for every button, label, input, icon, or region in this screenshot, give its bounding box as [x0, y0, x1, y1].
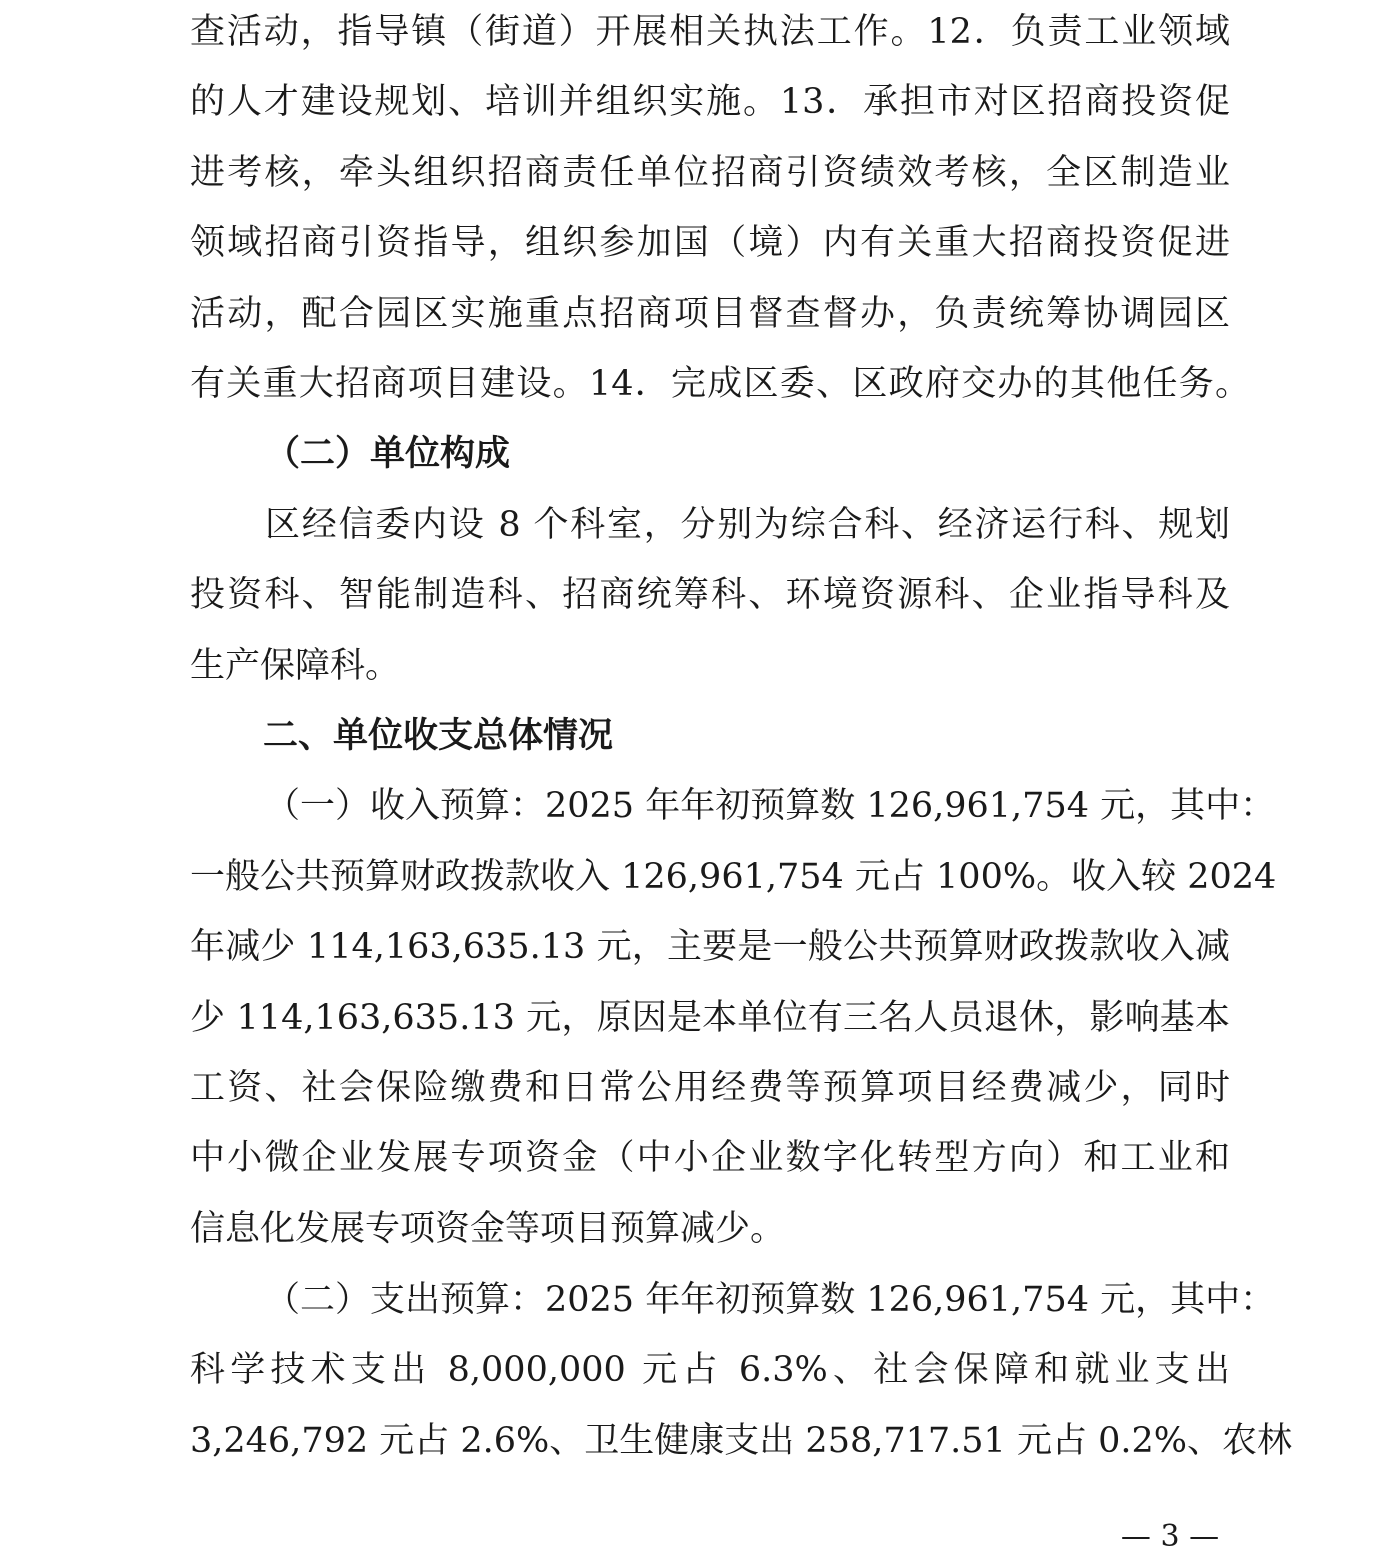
section-heading: 二、单位收支总体情况 — [263, 715, 614, 756]
body-text-line: 工资、社会保险缴费和日常公用经费等预算项目经费减少，同时 — [190, 1068, 1230, 1108]
subsection-heading: （二）单位构成 — [265, 433, 511, 474]
body-text-line: 生产保障科。 — [190, 646, 401, 686]
body-text-line: 信息化发展专项资金等项目预算减少。 — [190, 1209, 786, 1249]
body-text-line: 投资科、智能制造科、招商统筹科、环境资源科、企业指导科及 — [190, 575, 1230, 615]
body-text-line: 查活动，指导镇（街道）开展相关执法工作。12．负责工业领域 — [190, 12, 1230, 52]
body-text-line: （二）支出预算：2025 年年初预算数 126,961,754 元，其中： — [265, 1280, 1276, 1320]
body-text-line: 的人才建设规划、培训并组织实施。13．承担市对区招商投资促 — [190, 82, 1230, 122]
body-text-line: 3,246,792 元占 2.6%、卫生健康支出 258,717.51 元占 0.2%、农林 — [190, 1421, 1292, 1461]
body-text-line: 一般公共预算财政拨款收入 126,961,754 元占 100%。收入较 2024 — [190, 857, 1277, 897]
body-text-line: 年减少 114,163,635.13 元，主要是一般公共预算财政拨款收入减 — [190, 927, 1230, 967]
body-text-line: 区经信委内设 8 个科室，分别为综合科、经济运行科、规划 — [265, 505, 1230, 545]
page-number: — 3 — — [1120, 1519, 1220, 1554]
body-text-line: 少 114,163,635.13 元，原因是本单位有三名人员退休，影响基本 — [190, 998, 1230, 1038]
body-text-line: 中小微企业发展专项资金（中小企业数字化转型方向）和工业和 — [190, 1138, 1230, 1178]
body-text-line: 有关重大招商项目建设。14．完成区委、区政府交办的其他任务。 — [190, 364, 1250, 404]
body-text-line: 活动，配合园区实施重点招商项目督查督办，负责统筹协调园区 — [190, 294, 1230, 334]
body-text-line: 进考核，牵头组织招商责任单位招商引资绩效考核，全区制造业 — [190, 153, 1230, 193]
body-text-line: 领域招商引资指导，组织参加国（境）内有关重大招商投资促进 — [190, 223, 1230, 263]
body-text-line: 科学技术支出 8,000,000 元占 6.3%、社会保障和就业支出 — [190, 1350, 1230, 1390]
body-text-line: （一）收入预算：2025 年年初预算数 126,961,754 元，其中： — [265, 786, 1276, 826]
